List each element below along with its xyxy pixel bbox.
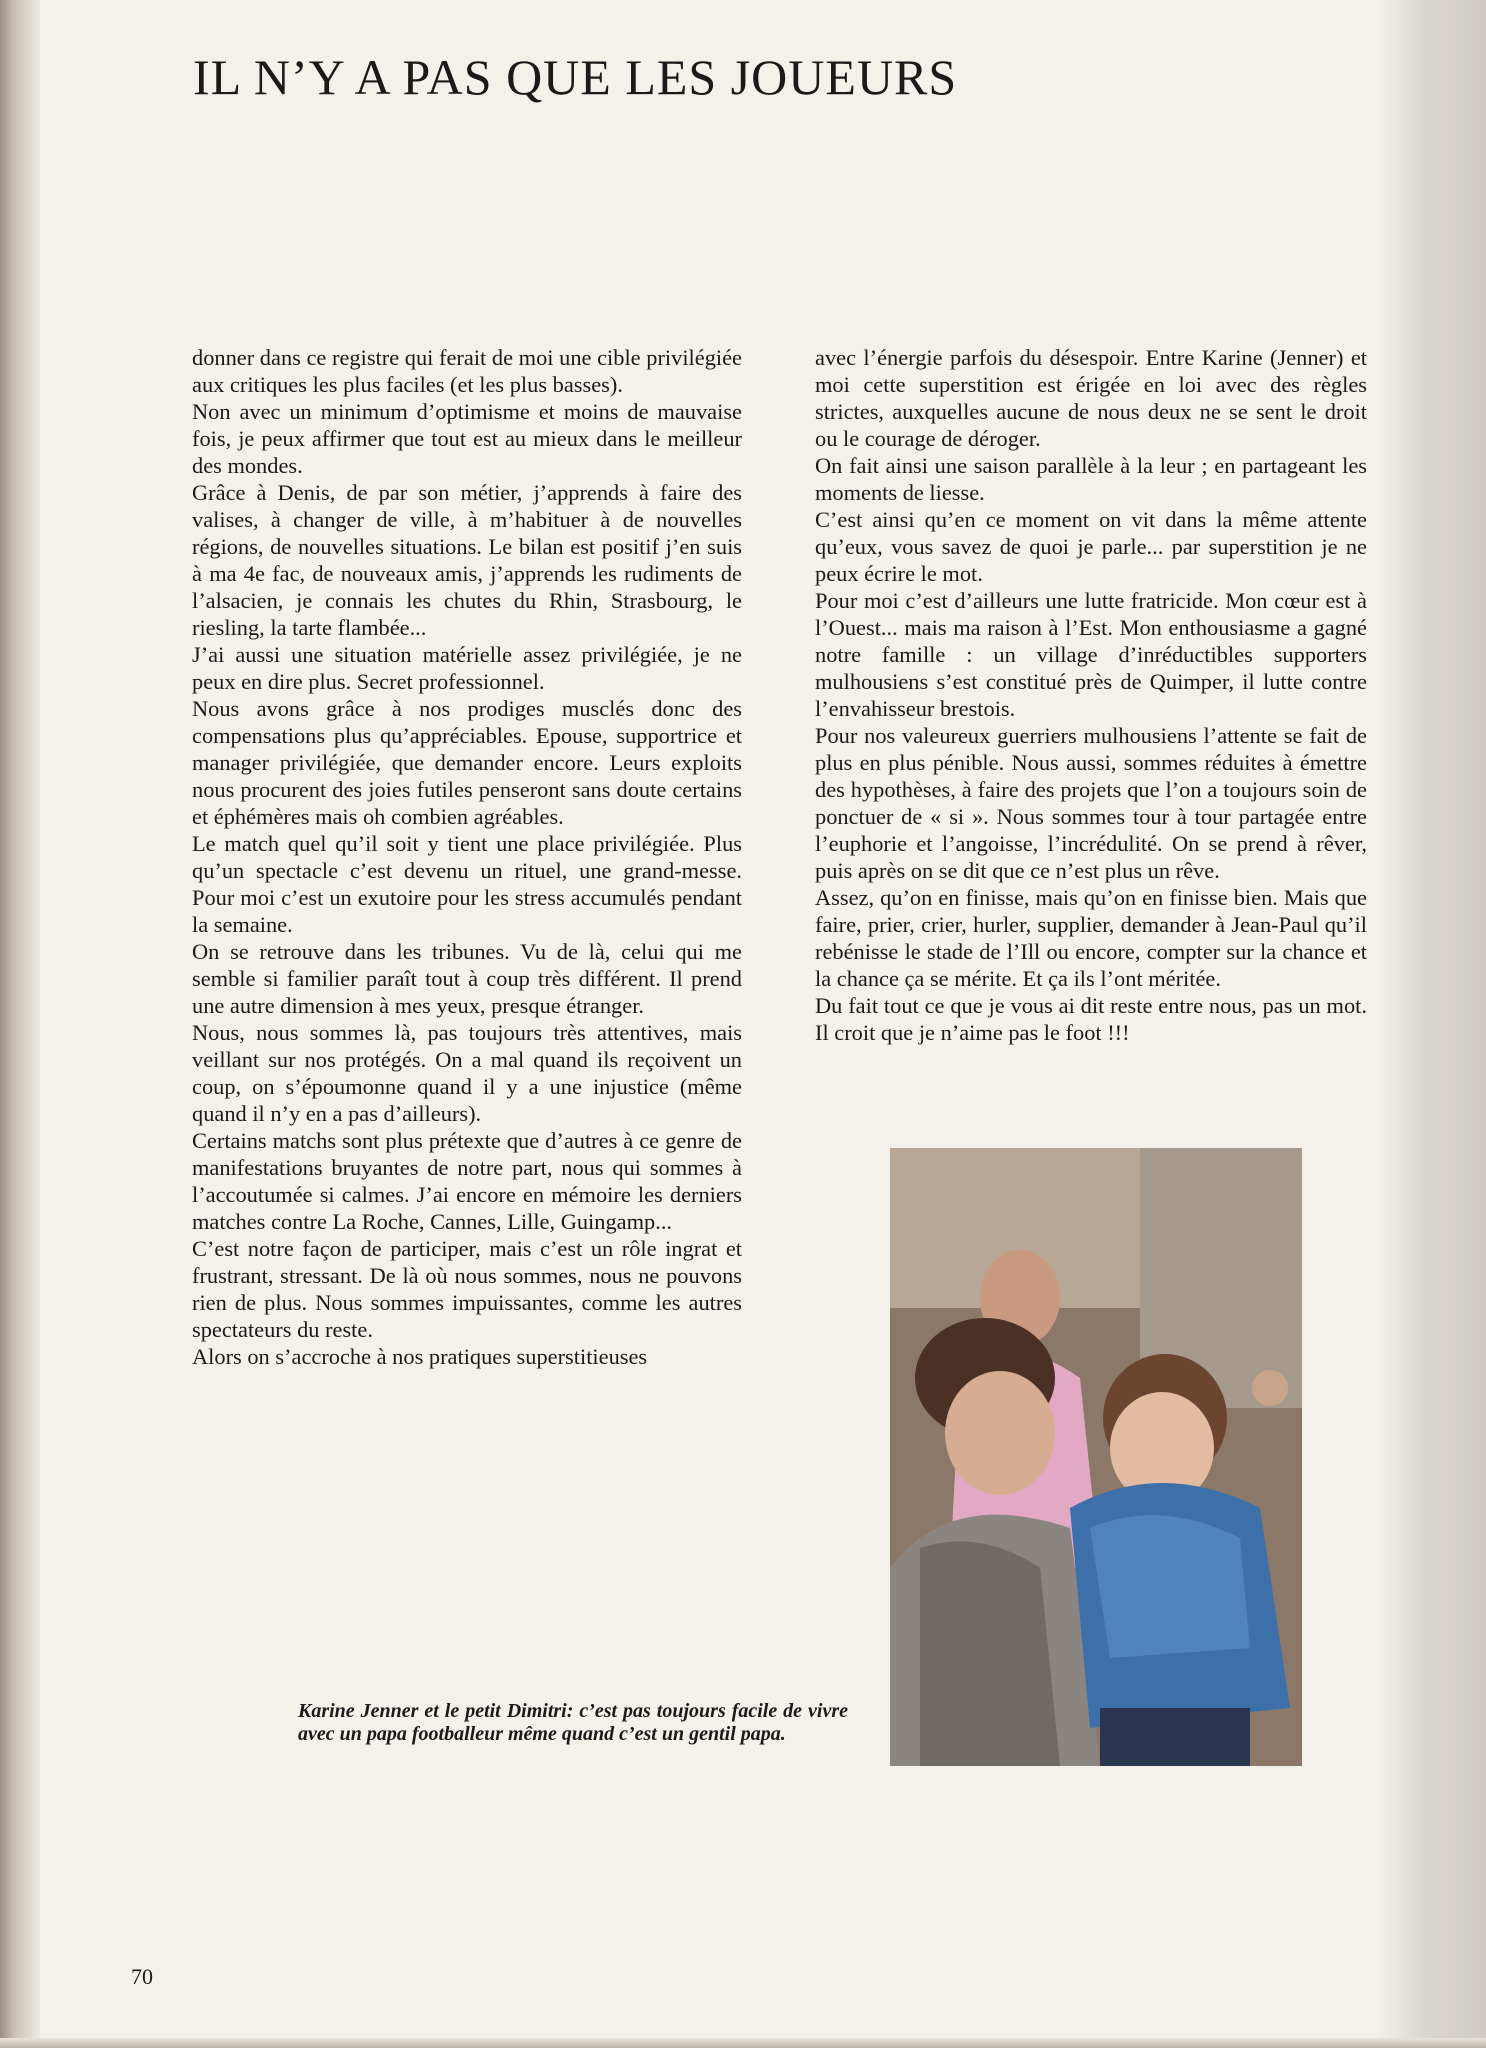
paragraph: Pour moi c’est d’ailleurs une lutte fratricide. Mon cœur est à l’Ouest... mais ma raison à l’Est. Mon enthousiasme a gagné notre famille : un village d’inréductibles supporters mulhousiens s’est constitué près de Quimper, il lutte contre l’envahisseur brestois. (815, 588, 1367, 721)
paragraph: Du fait tout ce que je vous ai dit reste entre nous, pas un mot. Il croit que je n’aime pas le foot !!! (815, 993, 1367, 1045)
paragraph: Certains matchs sont plus prétexte que d’autres à ce genre de manifestations bruyantes de notre part, nous qui sommes à l’accoutumée si calmes. J’ai encore en mémoire les derniers matches contre La Roche, Cannes, Lille, Guingamp... (192, 1128, 742, 1234)
right-text-column (815, 344, 1367, 1046)
photo-caption: Karine Jenner et le petit Dimitri: c’est pas toujours facile de vivre avec un papa footballeur même quand c’est un gentil papa. (298, 1700, 848, 1745)
paragraph: C’est ainsi qu’en ce moment on vit dans la même attente qu’eux, vous savez de quoi je parle... par superstition je ne peux écrire le mot. (815, 507, 1367, 586)
page-number: 70 (131, 1964, 153, 1989)
left-text-column (192, 344, 742, 1370)
paragraph: On se retrouve dans les tribunes. Vu de là, celui qui me semble si familier paraît tout à coup très différent. Il prend une autre dimension à mes yeux, presque étranger. (192, 939, 742, 1018)
paragraph: Alors on s’accroche à nos pratiques superstitieuses (192, 1344, 648, 1369)
photo-mother-and-child (890, 1148, 1302, 1766)
paragraph: Assez, qu’on en finisse, mais qu’on en finisse bien. Mais que faire, prier, crier, hurler, supplier, demander à Jean-Paul qu’il rebénisse le stade de l’Ill ou encore, compter sur la chance et la chance ça se mérite. Et ça ils l’ont méritée. (815, 885, 1367, 991)
page-edge-shadow (1376, 0, 1486, 2048)
paragraph: Nous, nous sommes là, pas toujours très attentives, mais veillant sur nos protégés. On a mal quand ils reçoivent un coup, on s’époumonne quand il y a une injustice (même quand il n’y en a pas d’ailleurs). (192, 1020, 742, 1126)
paragraph: avec l’énergie parfois du désespoir. Entre Karine (Jenner) et moi cette superstition est érigée en loi avec des règles strictes, auxquelles aucune de nous deux ne se sent le droit ou le courage de déroger. (815, 345, 1367, 451)
article-title: IL N’Y A PAS QUE LES JOUEURS (193, 49, 958, 105)
page-bottom-edge (0, 2038, 1486, 2048)
paragraph: C’est notre façon de participer, mais c’est un rôle ingrat et frustrant, stressant. De là où nous sommes, nous ne pouvons rien de plus. Nous sommes impuissantes, comme les autres spectateurs du reste. (192, 1236, 742, 1342)
paragraph: donner dans ce registre qui ferait de moi une cible privilégiée aux critiques les plus faciles (et les plus basses). (192, 345, 742, 397)
paragraph: Pour nos valeureux guerriers mulhousiens l’attente se fait de plus en plus pénible. Nous aussi, sommes réduites à émettre des hypothèses, à faire des projets que l’on a toujours soin de ponctuer de « si ». Nous sommes tour à tour partagée entre l’euphorie et l’angoisse, l’incrédulité. On se prend à rêver, puis après on se dit que ce n’est plus un rêve. (815, 723, 1367, 883)
page-gutter-shadow (0, 0, 40, 2048)
paragraph: J’ai aussi une situation matérielle assez privilégiée, je ne peux en dire plus. Secret professionnel. (192, 642, 742, 694)
paragraph: On fait ainsi une saison parallèle à la leur ; en partageant les moments de liesse. (815, 453, 1367, 505)
paragraph: Non avec un minimum d’optimisme et moins de mauvaise fois, je peux affirmer que tout est au mieux dans le meilleur des mondes. (192, 399, 742, 478)
paragraph: Nous avons grâce à nos prodiges musclés donc des compensations plus qu’appréciables. Epouse, supportrice et manager privilégiée, que demander encore. Leurs exploits nous procurent des joies futiles penseront sans doute certains et éphémères mais oh combien agréables. (192, 696, 742, 829)
paragraph: Grâce à Denis, de par son métier, j’apprends à faire des valises, à changer de ville, à m’habituer à de nouvelles régions, de nouvelles situations. Le bilan est positif j’en suis à ma 4e fac, de nouveaux amis, j’apprends les rudiments de l’alsacien, je connais les chutes du Rhin, Strasbourg, le riesling, la tarte flambée... (192, 480, 742, 640)
paragraph: Le match quel qu’il soit y tient une place privilégiée. Plus qu’un spectacle c’est devenu un rituel, une grand-messe. Pour moi c’est un exutoire pour les stress accumulés pendant la semaine. (192, 831, 742, 937)
